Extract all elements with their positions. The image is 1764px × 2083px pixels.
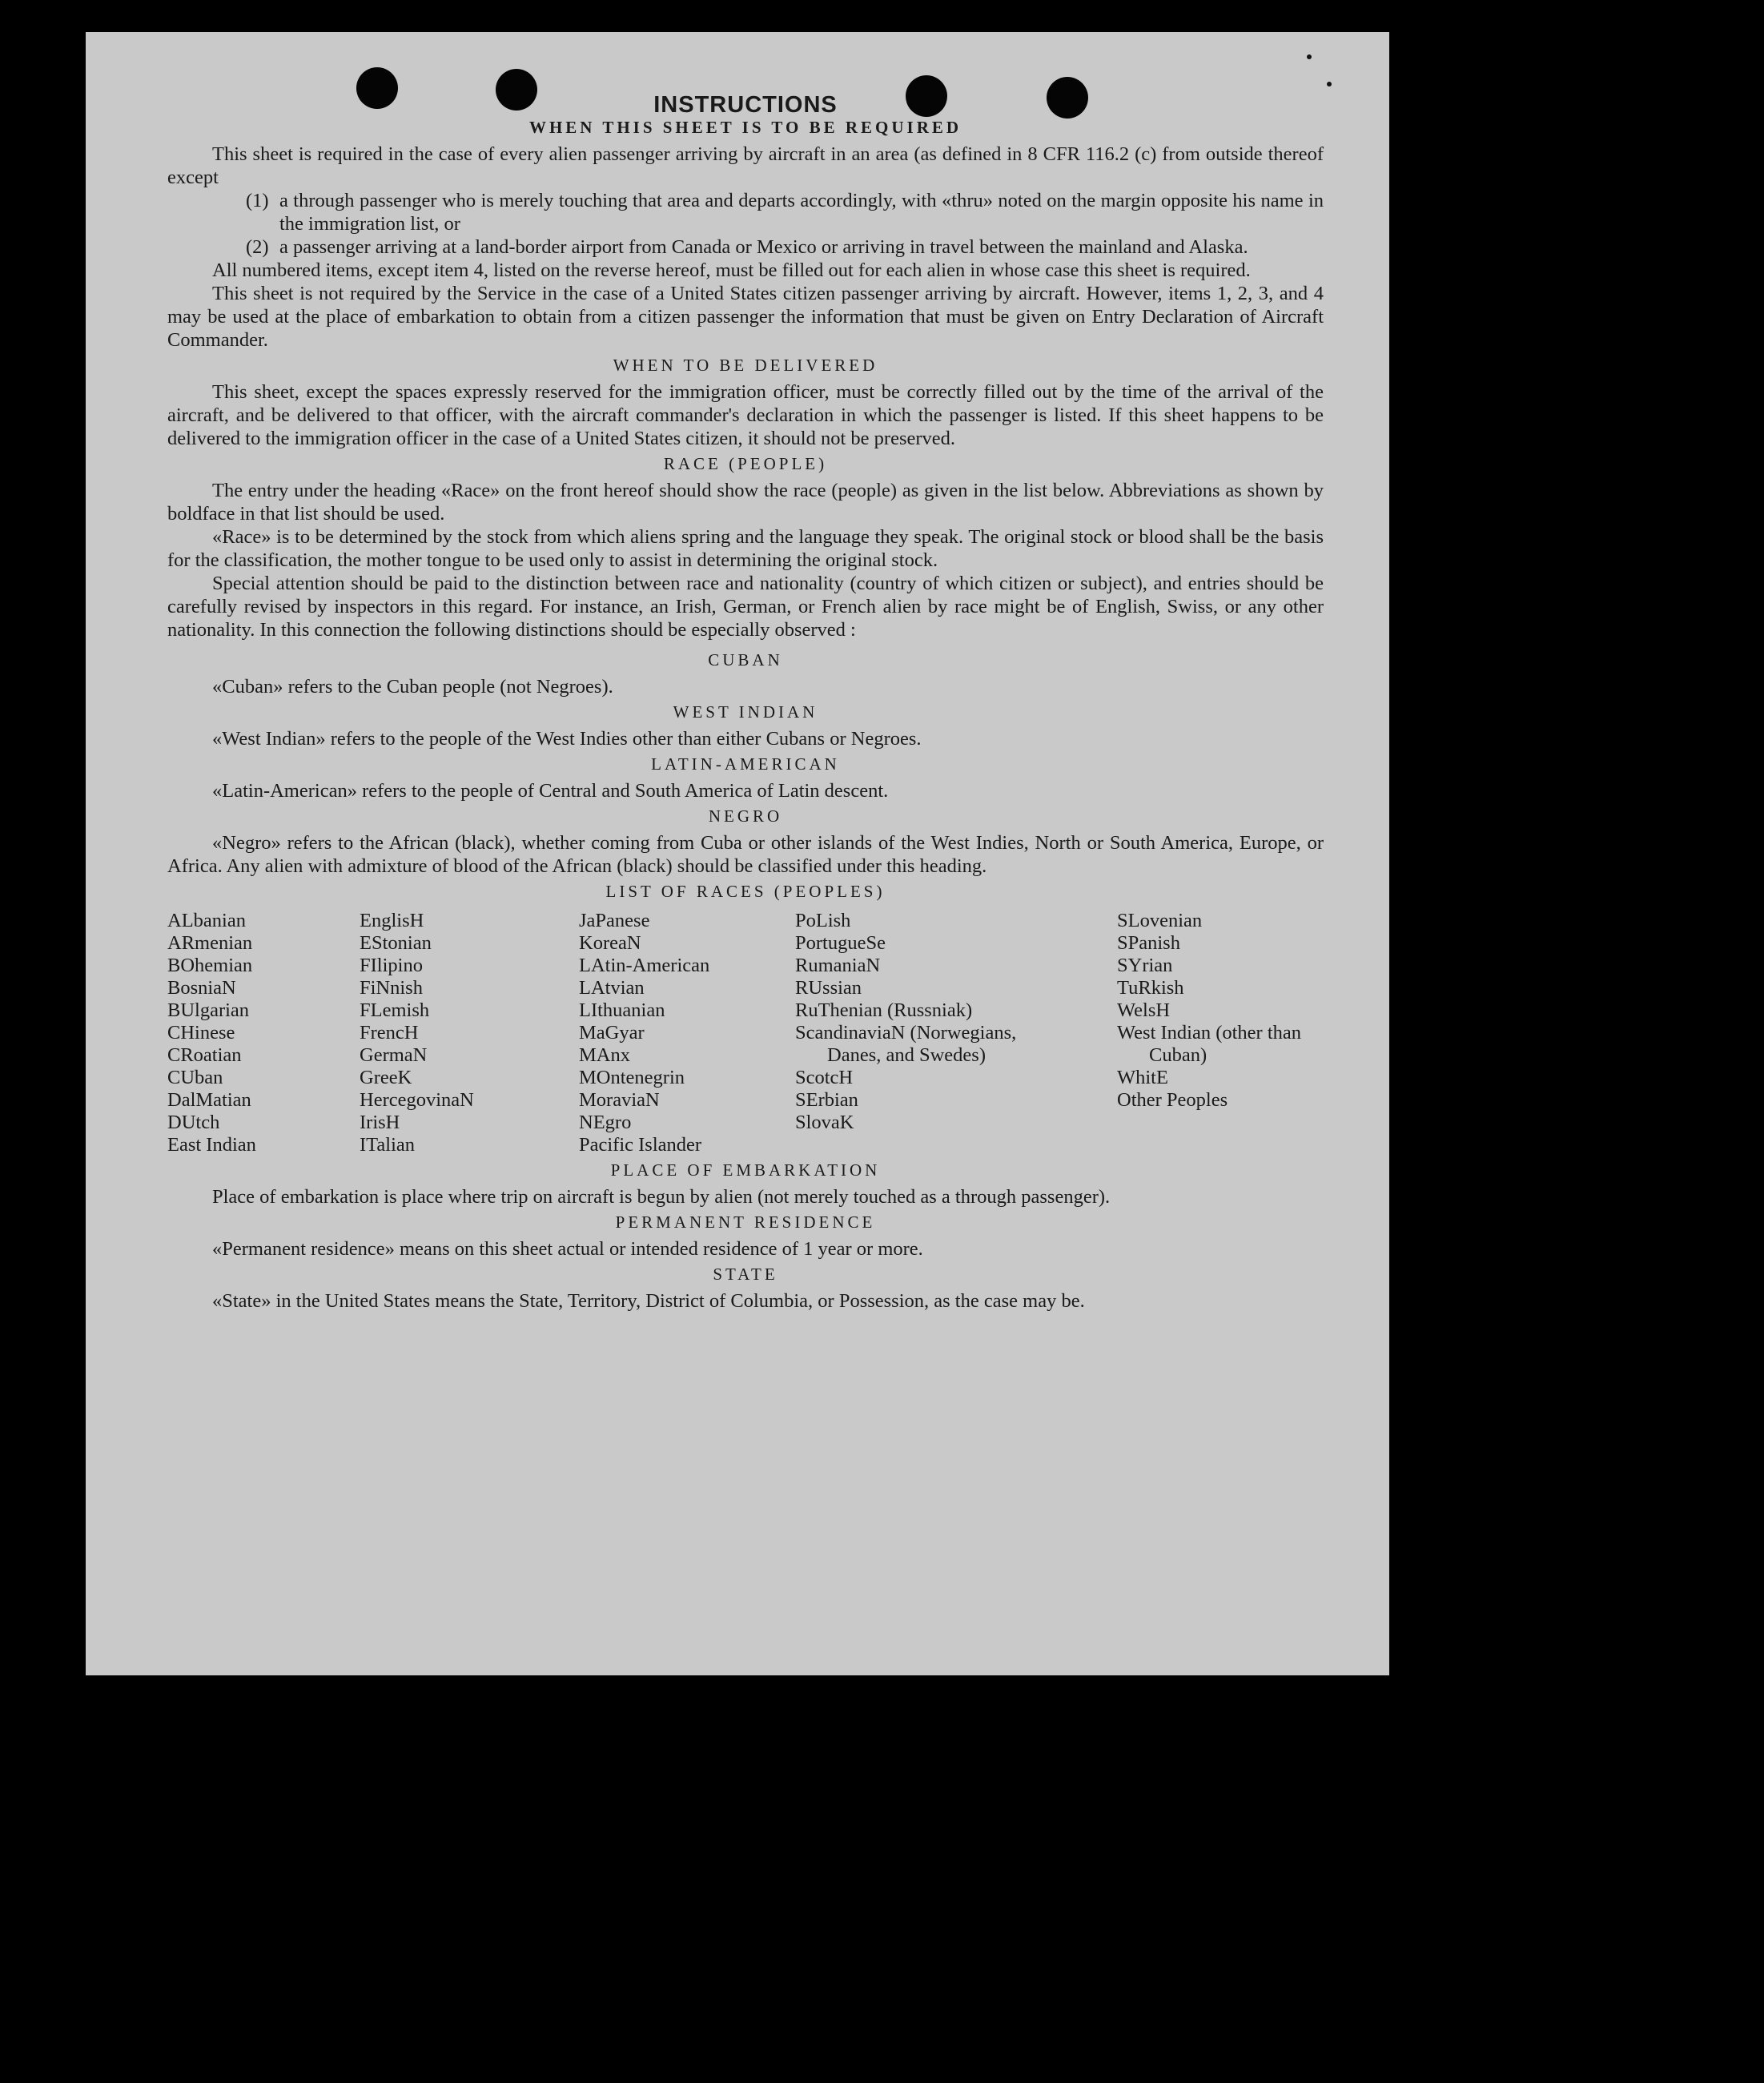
- race-item: MOntenegrin: [579, 1067, 685, 1088]
- west-indian-paragraph: «West Indian» refers to the people of the West Indies other than either Cubans or Negroes.: [212, 728, 922, 750]
- race-paragraph-1: The entry under the heading «Race» on the front hereof should show the race (people) as given in the list below. Abbreviations as shown by boldface in that list should be used.: [167, 480, 1324, 525]
- race-item: EnglisH: [360, 910, 424, 931]
- section-heading-cuban: CUBAN: [708, 650, 783, 670]
- race-item: SErbian: [795, 1089, 858, 1111]
- section-heading-state: STATE: [713, 1265, 778, 1284]
- race-item: RUssian: [795, 977, 862, 999]
- race-item: SPanish: [1117, 932, 1180, 954]
- race-item: CUban: [167, 1067, 223, 1088]
- section-heading-required: WHEN THIS SHEET IS TO BE REQUIRED: [528, 118, 962, 137]
- intro-paragraph: This sheet is required in the case of every alien passenger arriving by aircraft in an area (as defined in 8 CFR 116.2 (c) from outside thereof except: [167, 143, 1324, 188]
- punch-hole: [496, 69, 537, 111]
- race-item: JaPanese: [579, 910, 650, 931]
- delivered-paragraph: This sheet, except the spaces expressly reserved for the immigration officer, must be correctly filled out by the time of the arrival of the aircraft, and be delivered to that officer, with the aircraft commander's declaration in which the passenger is listed. If this sheet happens to be delivered to the immigration officer in the case of a United States citizen, it should not be preserved.: [167, 381, 1324, 449]
- race-item: BOhemian: [167, 955, 253, 976]
- race-item: CRoatian: [167, 1044, 242, 1066]
- race-column: [360, 910, 579, 1156]
- race-item: BUlgarian: [167, 999, 250, 1021]
- race-item: LIthuanian: [579, 999, 665, 1021]
- exception-number: (1): [246, 190, 269, 211]
- race-item: IrisH: [360, 1112, 400, 1133]
- race-item: EStonian: [360, 932, 432, 954]
- race-item: KoreaN: [579, 932, 641, 954]
- residence-paragraph: «Permanent residence» means on this sheet actual or intended residence of 1 year or more.: [212, 1238, 923, 1260]
- race-paragraph-3: Special attention should be paid to the distinction between race and nationality (country of which citizen or subject), and entries should be carefully revised by inspectors in this regard. For instance, an Irish, German, or French alien by race might be of English, Swiss, or any other nationality. In this connection the following distinctions should be especially observed :: [167, 573, 1324, 641]
- punch-hole: [1047, 77, 1088, 119]
- section-heading-negro: NEGRO: [708, 806, 783, 826]
- exception-number: (2): [246, 236, 269, 258]
- race-item: MoraviaN: [579, 1089, 660, 1111]
- race-item: FLemish: [360, 999, 430, 1021]
- race-column: [795, 910, 1117, 1156]
- race-item: WelsH: [1117, 999, 1171, 1021]
- race-column: [579, 910, 795, 1156]
- punch-hole: [356, 67, 398, 109]
- section-heading-list: LIST OF RACES (PEOPLES): [605, 882, 886, 901]
- race-item: NEgro: [579, 1112, 632, 1133]
- instruction-sheet: [86, 32, 1389, 1675]
- race-paragraph-2: «Race» is to be determined by the stock from which aliens spring and the language they speak. The original stock or blood shall be the basis for the classification, the mother tongue to be used only to assist in determining the original stock.: [167, 526, 1324, 571]
- state-paragraph: «State» in the United States means the State, Territory, District of Columbia, or Possession, as the case may be.: [212, 1290, 1085, 1312]
- race-item: ScotcH: [795, 1067, 854, 1088]
- race-item: GermaN: [360, 1044, 428, 1066]
- race-item: MaGyar: [579, 1022, 645, 1044]
- race-item: DalMatian: [167, 1089, 251, 1111]
- race-item: CHinese: [167, 1022, 235, 1044]
- race-item: ITalian: [360, 1134, 416, 1156]
- race-item: SlovaK: [795, 1112, 854, 1133]
- race-item: DUtch: [167, 1112, 220, 1133]
- page-title: INSTRUCTIONS: [653, 92, 838, 118]
- speck: [1327, 82, 1332, 86]
- race-column: [1117, 910, 1325, 1156]
- race-item: MAnx: [579, 1044, 630, 1066]
- race-item: BosniaN: [167, 977, 236, 999]
- section-heading-delivered: WHEN TO BE DELIVERED: [613, 356, 878, 375]
- race-item: Other Peoples: [1117, 1089, 1228, 1111]
- embarkation-paragraph: Place of embarkation is place where trip on aircraft is begun by alien (not merely touched as a through passenger).: [212, 1186, 1111, 1208]
- race-item: WhitE: [1117, 1067, 1168, 1088]
- race-item: GreeK: [360, 1067, 412, 1088]
- race-item: FIlipino: [360, 955, 423, 976]
- race-item: RuThenian (Russniak): [795, 999, 973, 1021]
- race-item: PortugueSe: [795, 932, 886, 954]
- race-column: [167, 910, 360, 1156]
- exception-item: [246, 189, 1324, 235]
- race-item: LAtvian: [579, 977, 645, 999]
- race-item: SYrian: [1117, 955, 1173, 976]
- cuban-paragraph: «Cuban» refers to the Cuban people (not Negroes).: [212, 676, 613, 698]
- race-item: LAtin-American: [579, 955, 710, 976]
- citizen-paragraph: This sheet is not required by the Service in the case of a United States citizen passenger arriving by aircraft. However, items 1, 2, 3, and 4 may be used at the place of embarkation to obtain from a citizen passenger the information that must be given on Entry Declaration of Aircraft Commander.: [167, 283, 1324, 351]
- race-item: ScandinaviaN (Norwegians, Danes, and Swedes): [795, 1022, 1017, 1066]
- race-list: [167, 910, 1324, 1156]
- race-item: FiNnish: [360, 977, 423, 999]
- race-item: TuRkish: [1117, 977, 1184, 999]
- race-item: East Indian: [167, 1134, 256, 1156]
- numbered-items-paragraph: All numbered items, except item 4, listed on the reverse hereof, must be filled out for each alien in whose case this sheet is required.: [212, 259, 1251, 281]
- race-item: ARmenian: [167, 932, 253, 954]
- race-item: SLovenian: [1117, 910, 1203, 931]
- race-item: HercegovinaN: [360, 1089, 474, 1111]
- exception-item: [246, 235, 1324, 259]
- race-item: Pacific Islander: [579, 1134, 702, 1156]
- race-item: ALbanian: [167, 910, 246, 931]
- race-item: RumaniaN: [795, 955, 881, 976]
- section-heading-race: RACE (PEOPLE): [663, 454, 828, 473]
- latin-paragraph: «Latin-American» refers to the people of Central and South America of Latin descent.: [212, 780, 889, 802]
- race-item: West Indian (other than Cuban): [1117, 1022, 1302, 1066]
- speck: [1307, 54, 1312, 59]
- section-heading-latin: LATIN-AMERICAN: [651, 754, 840, 774]
- exception-text: a through passenger who is merely touching that area and departs accordingly, with «thru» noted on the margin opposite his name in the immigration list, or: [279, 190, 1324, 235]
- exception-text: a passenger arriving at a land-border airport from Canada or Mexico or arriving in travel between the mainland and Alaska.: [279, 236, 1248, 258]
- race-item: FrencH: [360, 1022, 419, 1044]
- section-heading-embarkation: PLACE OF EMBARKATION: [610, 1160, 881, 1180]
- section-heading-residence: PERMANENT RESIDENCE: [615, 1212, 876, 1232]
- negro-paragraph: «Negro» refers to the African (black), whether coming from Cuba or other islands of the West Indies, North or South America, Europe, or Africa. Any alien with admixture of blood of the African (black) should be classified under this heading.: [167, 832, 1324, 877]
- punch-hole: [906, 75, 947, 117]
- race-item: PoLish: [795, 910, 851, 931]
- section-heading-west-indian: WEST INDIAN: [673, 702, 818, 722]
